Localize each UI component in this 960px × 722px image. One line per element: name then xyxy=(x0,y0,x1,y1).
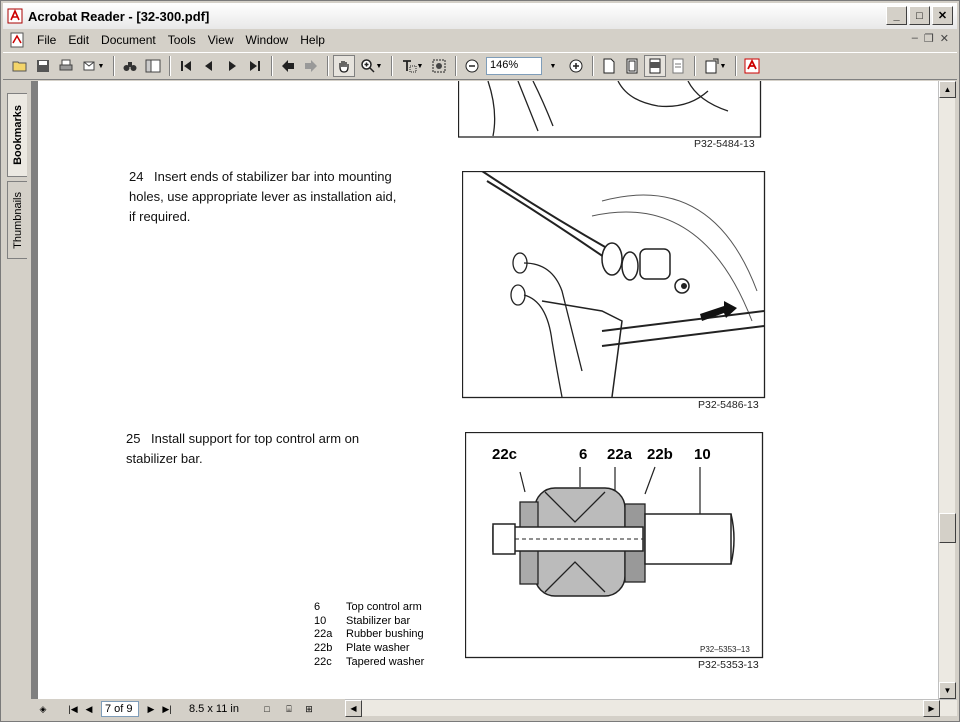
menu-bar xyxy=(3,30,957,50)
figure-3-label: P32-5353-13 xyxy=(698,659,759,671)
legend-row xyxy=(314,642,424,656)
legend-key: 22b xyxy=(314,642,333,655)
step-24-number: 24 xyxy=(129,169,144,184)
zoom-out-icon xyxy=(464,58,480,74)
callout-6: 6 xyxy=(579,446,588,463)
open-button[interactable] xyxy=(9,55,31,77)
tab-thumbnails[interactable] xyxy=(7,181,27,259)
toolbar-separator xyxy=(113,56,115,76)
save-icon xyxy=(35,58,51,74)
dropdown-arrow-icon: ▼ xyxy=(719,62,727,70)
zoom-in-icon xyxy=(360,58,376,74)
legend-row xyxy=(314,601,424,615)
email-icon xyxy=(82,58,98,74)
figure-top-illustration xyxy=(458,81,768,141)
figure-1-label: P32-5484-13 xyxy=(694,138,755,150)
hand-tool-button[interactable] xyxy=(333,55,355,77)
figure-bushing-cross-section xyxy=(465,432,765,660)
actual-size-icon xyxy=(601,58,617,74)
toolbar-separator xyxy=(271,56,273,76)
snapshot-icon xyxy=(431,58,447,74)
toolbar-separator xyxy=(592,56,594,76)
scroll-left-button[interactable] xyxy=(345,700,362,717)
actual-size-button[interactable] xyxy=(598,55,620,77)
fit-width-button[interactable] xyxy=(644,55,666,77)
legend-key: 10 xyxy=(314,614,327,627)
legend-value: Tapered washer xyxy=(346,655,425,668)
binoculars-icon xyxy=(122,58,138,74)
text-select-tool-button[interactable] xyxy=(397,55,427,77)
step-25-line-1: Install support for top control arm on xyxy=(151,431,360,446)
legend-row xyxy=(314,615,424,629)
email-button[interactable] xyxy=(78,55,108,77)
continuous-page-icon[interactable]: ⌸ xyxy=(286,703,292,714)
horizontal-scrollbar[interactable] xyxy=(345,699,957,716)
facing-pages-icon[interactable]: ⊞ xyxy=(305,703,313,714)
doc-restore-icon[interactable]: ❐ xyxy=(923,33,934,45)
menu-view[interactable]: View xyxy=(207,33,234,47)
text-select-icon xyxy=(401,58,417,74)
step-24-line-2: holes, use appropriate lever as installation aid, xyxy=(129,189,397,204)
zoom-out-button[interactable] xyxy=(461,55,483,77)
doc-close-icon[interactable]: ✕ xyxy=(939,33,949,45)
adobe-logo-icon xyxy=(744,58,760,74)
dropdown-arrow-icon: ▼ xyxy=(416,62,424,70)
back-arrow-icon xyxy=(280,58,296,74)
callout-22b: 22b xyxy=(647,446,673,463)
doc-minimize-icon[interactable]: – xyxy=(911,32,918,44)
single-page-icon[interactable]: □ xyxy=(264,704,270,714)
arrow-left-icon: ◀ xyxy=(350,704,357,713)
step-24-line-3: if required. xyxy=(129,209,191,224)
zoom-in-button[interactable] xyxy=(565,55,587,77)
fit-page-button[interactable] xyxy=(621,55,643,77)
menu-help[interactable]: Help xyxy=(300,33,325,47)
go-back-button[interactable] xyxy=(277,55,299,77)
scrollbar-thumb[interactable] xyxy=(939,513,956,543)
toolbar-separator xyxy=(735,56,737,76)
legend-key: 22a xyxy=(314,628,333,641)
dropdown-arrow-icon: ▼ xyxy=(97,62,105,70)
title-bar xyxy=(3,3,957,29)
forward-arrow-icon xyxy=(303,58,319,74)
tab-thumbnails-label: Thumbnails xyxy=(11,191,24,249)
document-viewport[interactable] xyxy=(31,81,938,699)
previous-page-small-icon[interactable]: ◀ xyxy=(85,703,93,714)
legend-key: 6 xyxy=(314,601,321,613)
show-hide-navigation-button[interactable] xyxy=(142,55,164,77)
rotate-view-button[interactable] xyxy=(700,55,730,77)
first-page-button[interactable] xyxy=(175,55,197,77)
page-size-text: 8.5 x 11 in xyxy=(189,703,239,715)
figure-3-inner-label: P32–5353–13 xyxy=(700,645,750,654)
scroll-up-button[interactable] xyxy=(939,81,956,98)
maximize-icon: □ xyxy=(916,9,923,22)
first-page-icon xyxy=(178,58,194,74)
print-icon xyxy=(58,58,74,74)
menu-window[interactable]: Window xyxy=(245,33,289,47)
scroll-right-button[interactable] xyxy=(923,700,940,717)
figure-stabilizer-lever-illustration xyxy=(462,171,766,399)
tab-bookmarks-label: Bookmarks xyxy=(11,105,24,165)
navigation-tabs xyxy=(3,81,29,693)
snapshot-tool-button[interactable] xyxy=(428,55,450,77)
previous-page-button[interactable] xyxy=(198,55,220,77)
tab-bookmarks[interactable] xyxy=(7,93,27,177)
adobe-logo-button[interactable] xyxy=(741,55,763,77)
close-button[interactable] xyxy=(932,6,953,25)
legend-value: Plate washer xyxy=(346,642,410,655)
arrow-down-icon: ▼ xyxy=(943,686,952,695)
fit-page-icon xyxy=(624,58,640,74)
legend-value: Top control arm xyxy=(346,601,422,613)
legend-value: Stabilizer bar xyxy=(346,614,411,627)
legend-value: Rubber bushing xyxy=(346,628,424,641)
main-toolbar xyxy=(3,52,957,80)
open-folder-icon xyxy=(12,58,28,74)
rotate-icon xyxy=(704,58,720,74)
next-page-icon xyxy=(224,58,240,74)
hand-icon xyxy=(336,58,352,74)
minimize-icon: _ xyxy=(893,9,900,22)
first-page-small-icon[interactable]: |◀ xyxy=(68,703,78,714)
zoom-level-input[interactable]: 146% xyxy=(486,57,542,75)
toolbar-separator xyxy=(169,56,171,76)
menu-document[interactable]: Document xyxy=(101,33,156,47)
toolbar-separator xyxy=(694,56,696,76)
parts-legend xyxy=(314,601,424,670)
next-page-button[interactable] xyxy=(221,55,243,77)
pdf-document-icon xyxy=(9,32,25,48)
legend-row xyxy=(314,628,424,642)
last-page-icon xyxy=(247,58,263,74)
callout-22c: 22c xyxy=(492,446,518,463)
print-button[interactable] xyxy=(55,55,77,77)
toolbar-separator xyxy=(455,56,457,76)
arrow-right-icon: ▶ xyxy=(928,704,935,713)
page-number-field[interactable]: 7 of 9 xyxy=(101,701,139,717)
last-page-button[interactable] xyxy=(244,55,266,77)
legend-row xyxy=(314,656,424,670)
acrobat-app-icon xyxy=(7,8,23,24)
go-forward-button[interactable] xyxy=(300,55,322,77)
navigation-toggle-icon[interactable]: ◈ xyxy=(39,703,47,714)
callout-10: 10 xyxy=(694,446,711,463)
figure-2-label: P32-5486-13 xyxy=(698,399,759,411)
last-page-small-icon[interactable]: ▶| xyxy=(162,703,172,714)
step-25-number: 25 xyxy=(126,431,141,446)
status-bar xyxy=(29,699,957,719)
fit-visible-icon xyxy=(670,58,686,74)
scroll-down-button[interactable] xyxy=(939,682,956,699)
fit-width-icon xyxy=(647,58,663,74)
menu-tools[interactable]: Tools xyxy=(167,33,196,47)
zoom-dropdown-button[interactable] xyxy=(542,55,564,77)
navigation-pane-icon xyxy=(145,58,161,74)
close-icon: ✕ xyxy=(937,10,948,22)
toolbar-separator xyxy=(327,56,329,76)
callout-22a: 22a xyxy=(607,446,633,463)
pdf-page xyxy=(38,81,938,699)
legend-key: 22c xyxy=(314,655,332,668)
fit-visible-button[interactable] xyxy=(667,55,689,77)
vertical-scrollbar[interactable] xyxy=(938,81,955,699)
zoom-tool-button[interactable] xyxy=(356,55,386,77)
window-title: Acrobat Reader - [32-300.pdf] xyxy=(28,8,210,24)
previous-page-icon xyxy=(201,58,217,74)
menu-edit[interactable]: Edit xyxy=(68,33,90,47)
zoom-in-plus-icon xyxy=(568,58,584,74)
toolbar-separator xyxy=(391,56,393,76)
next-page-small-icon[interactable]: ▶ xyxy=(147,703,155,714)
dropdown-arrow-icon: ▼ xyxy=(375,62,383,70)
step-25-line-2: stabilizer bar. xyxy=(126,451,203,466)
menu-file[interactable]: File xyxy=(37,33,57,47)
minimize-button[interactable] xyxy=(886,6,907,25)
maximize-button[interactable] xyxy=(909,6,930,25)
find-button[interactable] xyxy=(119,55,141,77)
dropdown-arrow-icon: ▼ xyxy=(549,62,557,70)
save-button[interactable] xyxy=(32,55,54,77)
arrow-up-icon: ▲ xyxy=(943,85,952,94)
step-24-line-1: Insert ends of stabilizer bar into mounting xyxy=(154,169,392,184)
